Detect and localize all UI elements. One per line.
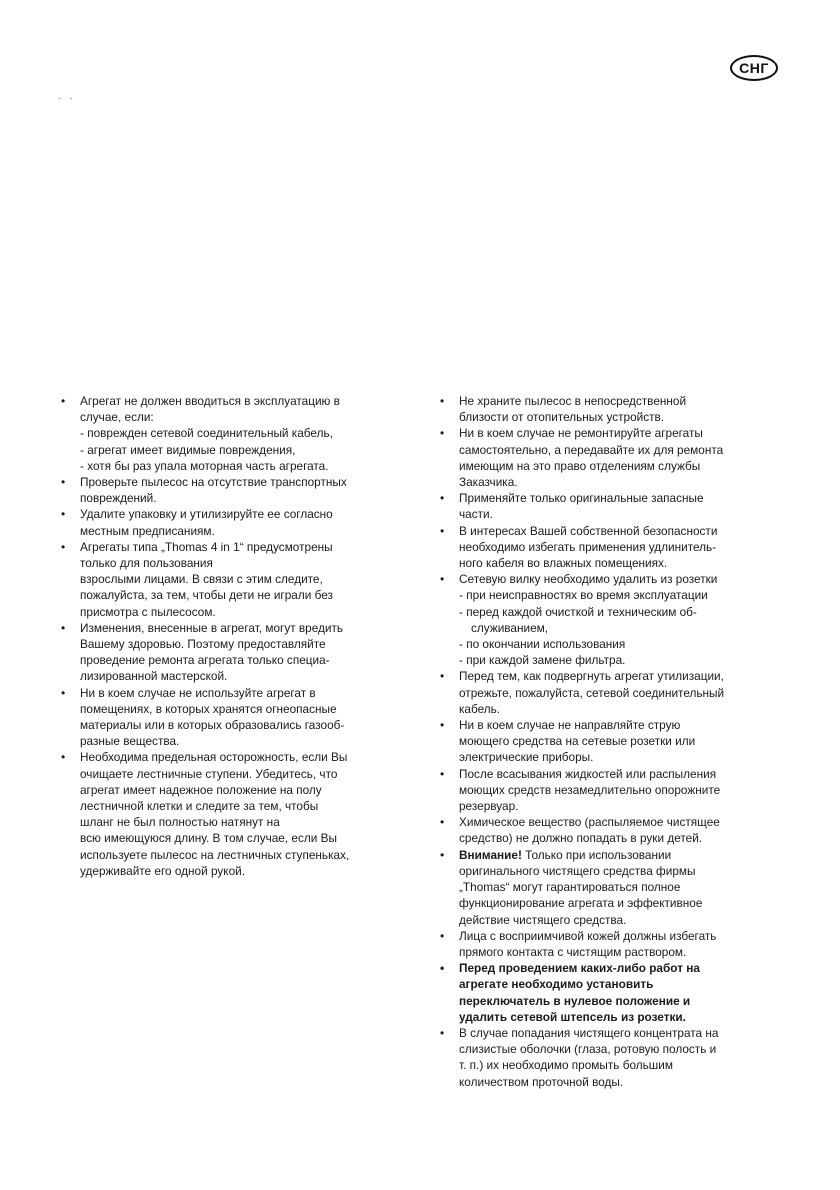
item-line: части.: [459, 507, 493, 522]
list-item: [437, 490, 795, 522]
item-line: моющих средств незамедлительно опорожните: [459, 782, 721, 797]
item-line: агрегате необходимо установить: [459, 977, 654, 992]
item-line: всю имеющуюся длину. В том случае, если Вы: [80, 831, 337, 846]
item-line: очищаете лестничные ступени. Убедитесь, что: [80, 766, 338, 781]
item-line: разные вещества.: [80, 734, 180, 749]
item-line: проведение ремонта агрегата только специа-: [80, 653, 330, 668]
item-line: • Лица с восприимчивой кожей должны избегать: [459, 928, 717, 943]
item-subline: - поврежден сетевой соединительный кабель,: [80, 426, 333, 441]
item-subline: - перед каждой очисткой и техническим об-: [459, 604, 697, 619]
item-line: • В интересах Вашей собственной безопасности: [459, 523, 718, 538]
item-line: отрежьте, пожалуйста, сетевой соединительный: [459, 685, 725, 700]
item-line: • Ни в коем случае не используйте агрегат в: [80, 685, 316, 700]
item-line: • Ни в коем случае не ремонтируйте агрегаты: [459, 426, 703, 441]
list-item: [437, 668, 795, 717]
list-item: [437, 814, 795, 846]
item-line: используете пылесос на лестничных ступеньках,: [80, 847, 350, 862]
attention-label: Внимание!: [459, 847, 522, 862]
item-line: • Необходима предельная осторожность, если Вы: [80, 750, 348, 765]
item-subline: - агрегат имеет видимые повреждения,: [80, 442, 296, 457]
item-line: присмотра с пылесосом.: [80, 604, 216, 619]
list-item: [58, 474, 414, 506]
item-subline: - при каждой замене фильтра.: [459, 653, 626, 668]
list-item: [58, 506, 414, 538]
item-line: • Удалите упаковку и утилизируйте ее согласно: [80, 507, 333, 522]
item-line: слизистые оболочки (глаза, ротовую полость и: [459, 1042, 717, 1057]
item-line: удалить сетевой штепсель из розетки.: [459, 1009, 686, 1024]
item-line: удерживайте его одной рукой.: [80, 863, 246, 878]
item-line: необходимо избегать применения удлинитель-: [459, 539, 717, 554]
item-line: • Применяйте только оригинальные запасные: [459, 491, 704, 506]
item-line: только для пользования: [80, 556, 213, 571]
item-line: • Ни в коем случае не направляйте струю: [459, 718, 681, 733]
item-line: • После всасывания жидкостей или распыления: [459, 766, 717, 781]
item-subline: - при неисправностях во время эксплуатации: [459, 588, 708, 603]
item-line: переключатель в нулевое положение и: [459, 993, 691, 1008]
item-line: оригинального чистящего средства фирмы: [459, 863, 696, 878]
list-item: [58, 393, 414, 474]
item-line: ного кабеля во влажных помещениях.: [459, 556, 668, 571]
item-line: лизированной мастерской.: [80, 669, 228, 684]
item-line: лестничной клетки и следите за тем, чтобы: [80, 799, 319, 814]
item-line: • Проверьте пылесос на отсутствие транспортных: [80, 475, 347, 490]
item-line: близости от отопительных устройств.: [459, 410, 665, 425]
item-line: • Не храните пылесос в непосредственной: [459, 394, 687, 408]
left-column: [58, 393, 414, 879]
item-line: • Химическое вещество (распыляемое чистящее: [459, 815, 720, 830]
item-line: кабель.: [459, 701, 501, 716]
list-item: [437, 928, 795, 960]
item-line: Вашему здоровью. Поэтому предоставляйте: [80, 637, 326, 652]
list-item: [58, 620, 414, 685]
item-line: функционирование агрегата и эффективное: [459, 896, 703, 911]
item-line: т. п.) их необходимо промыть большим: [459, 1058, 673, 1073]
list-item: [437, 523, 795, 572]
item-line: агрегат имеет надежное положение на полу: [80, 782, 322, 797]
attention-rest: Только при использовании: [521, 847, 672, 862]
list-item: [58, 539, 414, 620]
region-badge: СНГ: [730, 55, 778, 81]
item-line: прямого контакта с чистящим раствором.: [459, 944, 687, 959]
item-line: взрослыми лицами. В связи с этим следите,: [80, 572, 323, 587]
item-line: имеющим на это право отделениям службы: [459, 458, 701, 473]
item-line: „Thomas“ могут гарантироваться полное: [459, 880, 681, 895]
item-line: средство) не должно попадать в руки детей.: [459, 831, 703, 846]
list-item: [437, 393, 795, 425]
item-line: • В случае попадания чистящего концентрата на: [459, 1025, 719, 1040]
item-line: [459, 847, 795, 863]
item-line: • Агрегат не должен вводиться в эксплуатацию в: [80, 394, 340, 408]
item-line: пожалуйста, за тем, чтобы дети не играли без: [80, 588, 333, 603]
item-line: моющего средства на сетевые розетки или: [459, 734, 696, 749]
item-line: самостоятельно, а передавайте их для ремонта: [459, 442, 724, 457]
item-line: • Перед проведением каких-либо работ на: [459, 961, 700, 976]
item-line: • Перед тем, как подвергнуть агрегат утилизации,: [459, 669, 724, 684]
list-item: [437, 571, 795, 668]
item-line: • Сетевую вилку необходимо удалить из розетки: [459, 572, 718, 587]
item-line: шланг не был полностью натянут на: [80, 815, 280, 830]
list-item-warning: [437, 960, 795, 1025]
corner-mark: - -: [58, 93, 76, 103]
list-item: [437, 847, 795, 928]
item-subline: служиванием,: [471, 620, 549, 635]
list-item: [58, 685, 414, 750]
list-item: [437, 1025, 795, 1090]
item-line: повреждений.: [80, 491, 157, 506]
item-line: Заказчика.: [459, 475, 518, 490]
right-column: [437, 393, 795, 1090]
item-line: помещениях, в которых хранятся огнеопасные: [80, 701, 337, 716]
item-line: действие чистящего средства.: [459, 912, 627, 927]
list-item: [437, 425, 795, 490]
item-line: • Агрегаты типа „Thomas 4 in 1“ предусмотрены: [80, 539, 333, 554]
item-line: количеством проточной воды.: [459, 1074, 624, 1089]
item-line: электрические приборы.: [459, 750, 594, 765]
item-subline: - по окончании использования: [459, 637, 626, 652]
safety-list-right: [437, 393, 795, 1090]
list-item: [58, 749, 414, 879]
list-item: [437, 766, 795, 815]
item-line: материалы или в которых образовались газооб-: [80, 718, 345, 733]
item-line: резервуар.: [459, 799, 519, 814]
item-line: • Изменения, внесенные в агрегат, могут вредить: [80, 620, 344, 635]
safety-list-left: [58, 393, 414, 879]
item-subline: - хотя бы раз упала моторная часть агрегата.: [80, 458, 329, 473]
item-line: местным предписаниям.: [80, 523, 215, 538]
list-item: [437, 717, 795, 766]
item-line: случае, если:: [80, 410, 154, 425]
